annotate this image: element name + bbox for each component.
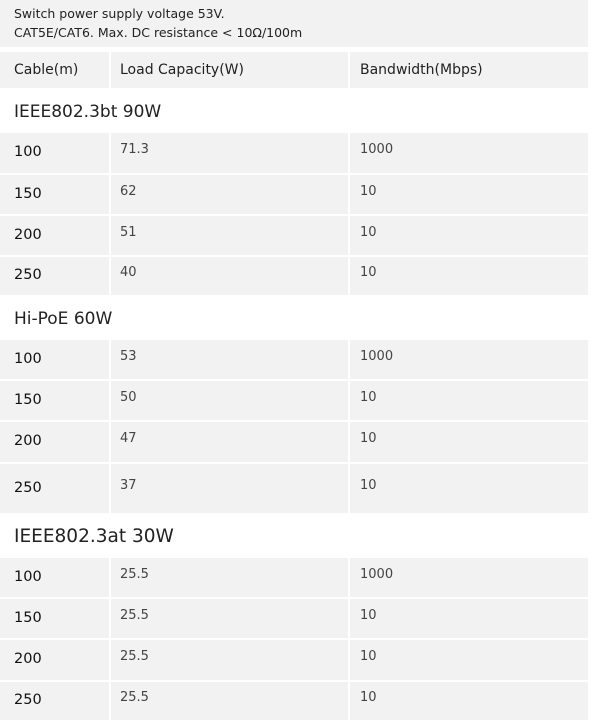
- load-capacity: 51: [120, 225, 137, 240]
- note-line-voltage: Switch power supply voltage 53V.: [14, 6, 225, 21]
- bandwidth: 10: [360, 690, 377, 705]
- load-capacity: 37: [120, 478, 137, 493]
- bandwidth: 10: [360, 649, 377, 664]
- bandwidth: 10: [360, 431, 377, 446]
- load-capacity: 25.5: [120, 649, 149, 664]
- load-capacity: 47: [120, 431, 137, 446]
- group-title: IEEE802.3bt 90W: [14, 102, 162, 122]
- header-load: Load Capacity(W): [120, 62, 244, 78]
- cable-length: 250: [14, 480, 42, 496]
- bandwidth: 10: [360, 184, 377, 199]
- group-title: IEEE802.3at 30W: [14, 526, 174, 547]
- cell-load: [111, 464, 348, 513]
- load-capacity: 53: [120, 349, 137, 364]
- cell-bandwidth: [350, 381, 588, 420]
- cell-load: [111, 216, 348, 255]
- bandwidth: 1000: [360, 142, 394, 157]
- cell-bandwidth: [350, 640, 588, 680]
- cable-length: 100: [14, 144, 42, 160]
- cable-length: 100: [14, 351, 42, 367]
- bandwidth: 10: [360, 608, 377, 623]
- cable-length: 200: [14, 227, 42, 243]
- bandwidth: 1000: [360, 567, 394, 582]
- cell-bandwidth: [350, 422, 588, 462]
- cell-bandwidth: [350, 599, 588, 638]
- load-capacity: 25.5: [120, 567, 149, 582]
- cell-bandwidth: [350, 257, 588, 295]
- cell-bandwidth: [350, 682, 588, 720]
- cable-length: 200: [14, 651, 42, 667]
- cell-load: [111, 257, 348, 295]
- load-capacity: 62: [120, 184, 137, 199]
- load-capacity: 25.5: [120, 690, 149, 705]
- header-cable: Cable(m): [14, 62, 79, 78]
- cell-bandwidth: [350, 175, 588, 214]
- supply-note: [0, 0, 588, 47]
- cell-load: [111, 381, 348, 420]
- cell-load: [111, 340, 348, 379]
- note-line-cable: CAT5E/CAT6. Max. DC resistance < 10Ω/100m: [14, 25, 303, 40]
- load-capacity: 25.5: [120, 608, 149, 623]
- cell-bandwidth: [350, 464, 588, 513]
- cell-load: [111, 175, 348, 214]
- load-capacity: 71.3: [120, 142, 149, 157]
- header-bandwidth: Bandwidth(Mbps): [360, 62, 483, 78]
- load-capacity: 40: [120, 265, 137, 280]
- cable-length: 150: [14, 392, 42, 408]
- load-capacity: 50: [120, 390, 137, 405]
- cable-length: 100: [14, 569, 42, 585]
- bandwidth: 10: [360, 478, 377, 493]
- cell-load: [111, 422, 348, 462]
- cable-length: 250: [14, 267, 42, 283]
- cell-bandwidth: [350, 216, 588, 255]
- cable-length: 200: [14, 433, 42, 449]
- group-title: Hi-PoE 60W: [14, 309, 113, 329]
- bandwidth: 10: [360, 265, 377, 280]
- cable-length: 150: [14, 186, 42, 202]
- bandwidth: 10: [360, 225, 377, 240]
- cable-length: 250: [14, 692, 42, 708]
- cable-length: 150: [14, 610, 42, 626]
- bandwidth: 1000: [360, 349, 394, 364]
- bandwidth: 10: [360, 390, 377, 405]
